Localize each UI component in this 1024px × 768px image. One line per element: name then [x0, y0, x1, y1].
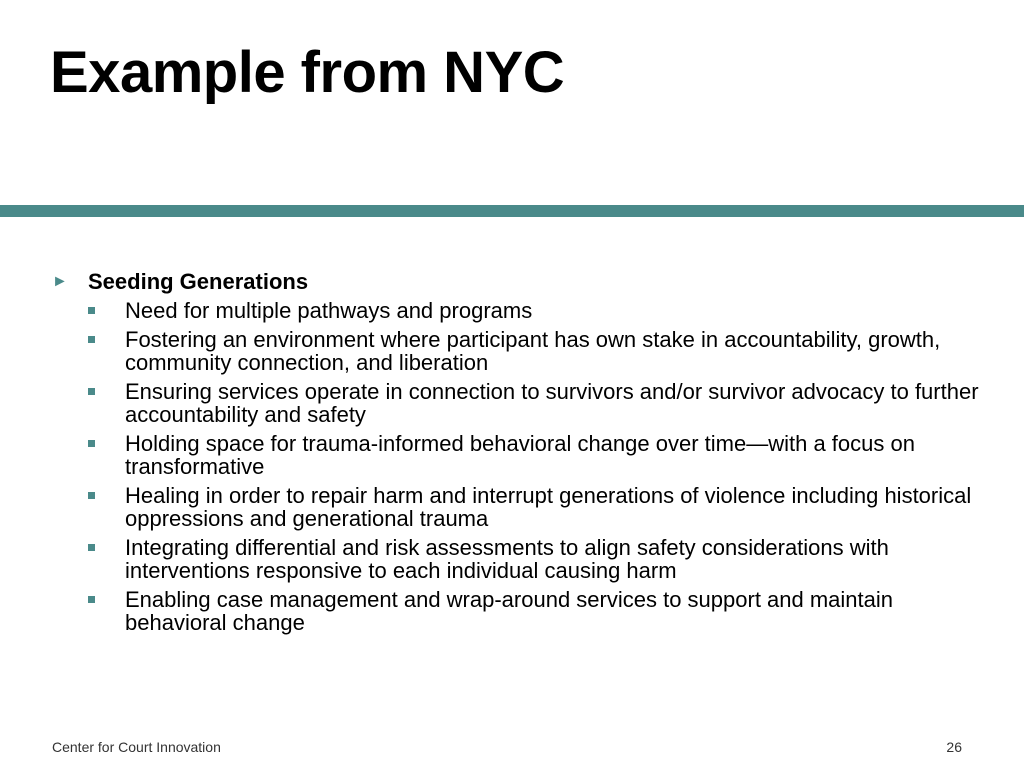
square-bullet-icon [88, 544, 95, 551]
slide-content [50, 268, 990, 640]
right-triangle-icon: ► [52, 273, 68, 290]
bullet-heading-label: Seeding Generations [88, 269, 309, 294]
footer-page-number: 26 [946, 739, 962, 755]
list-item: Integrating differential and risk assessments to align safety considerations with interventions responsive to each individual causing harm [50, 536, 990, 582]
list-item: Enabling case management and wrap-around services to support and maintain behavioral change [50, 588, 990, 634]
list-item: Need for multiple pathways and programs [50, 299, 990, 322]
slide-title: Example from NYC [50, 40, 565, 105]
square-bullet-icon [88, 492, 95, 499]
square-bullet-icon [88, 596, 95, 603]
square-bullet-icon [88, 307, 95, 314]
square-bullet-icon [88, 388, 95, 395]
bullet-heading [50, 268, 990, 296]
list-item: Holding space for trauma-informed behavioral change over time—with a focus on transformative [50, 432, 990, 478]
title-divider [0, 205, 1024, 217]
list-item: Healing in order to repair harm and interrupt generations of violence including historical oppressions and generational trauma [50, 484, 990, 530]
square-bullet-icon [88, 440, 95, 447]
square-bullet-icon [88, 336, 95, 343]
footer-organization: Center for Court Innovation [52, 739, 221, 755]
sub-bullet-list [50, 299, 990, 634]
list-item: Fostering an environment where participant has own stake in accountability, growth, community connection, and liberation [50, 328, 990, 374]
list-item: Ensuring services operate in connection to survivors and/or survivor advocacy to further accountability and safety [50, 380, 990, 426]
